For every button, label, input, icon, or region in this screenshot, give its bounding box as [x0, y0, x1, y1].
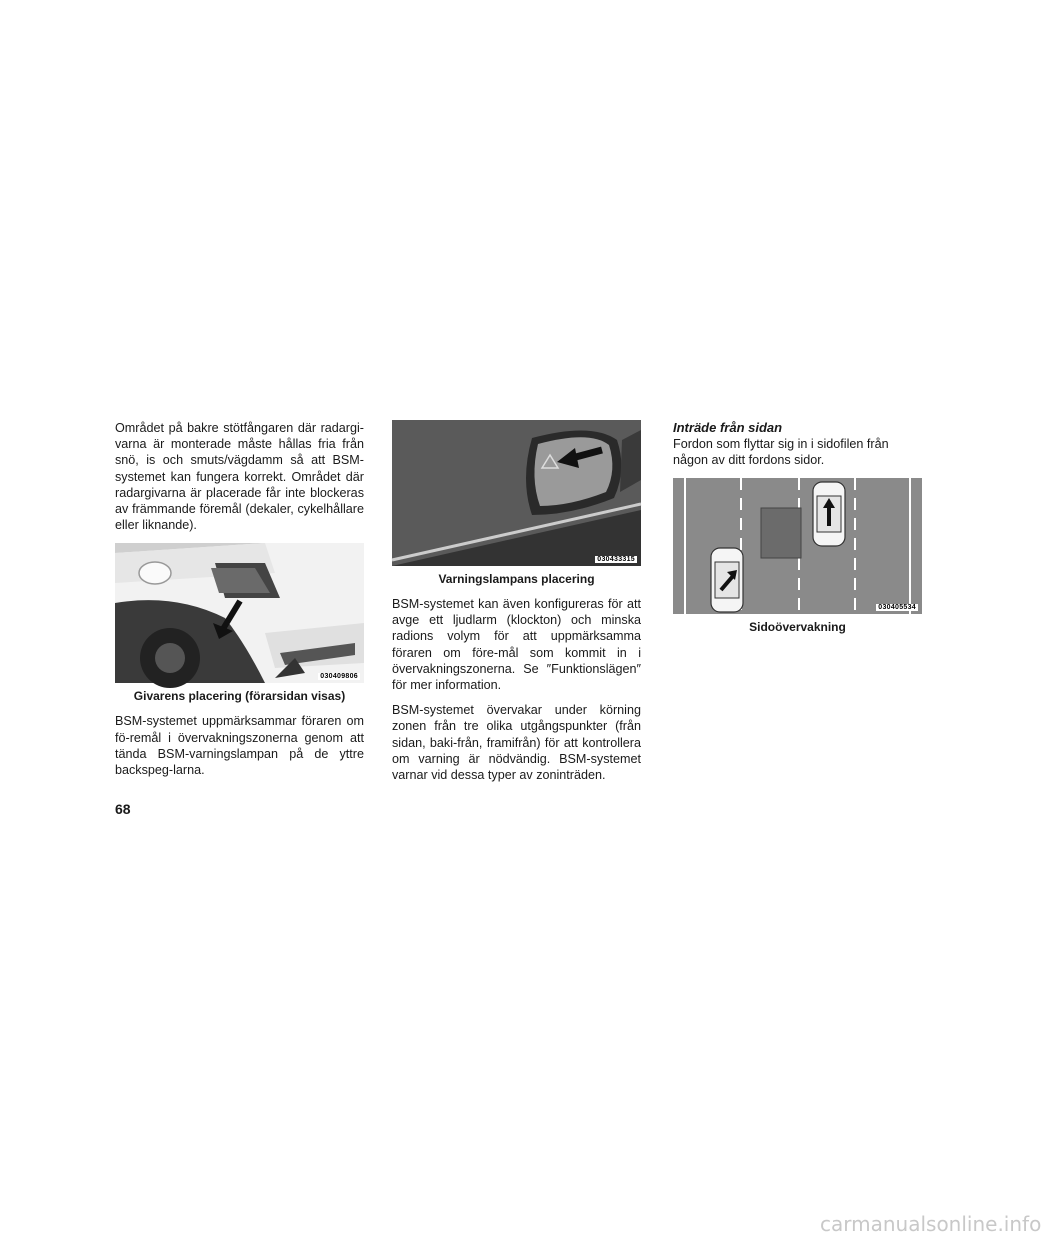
figure-caption: Sidoövervakning	[749, 620, 846, 635]
section-heading: Inträde från sidan	[673, 420, 783, 435]
paragraph: Fordon som flyttar sig in i sidofilen från någon av ditt fordons sidor.	[673, 437, 889, 468]
figure-caption: Givarens placering (förarsidan visas)	[133, 689, 346, 704]
page-number: 68	[115, 801, 131, 817]
figure-code: 030405534	[878, 604, 916, 612]
watermark: carmanualsonline.info	[820, 1212, 1041, 1236]
paragraph: BSM-systemet kan även konfigureras för att avge ett ljudlarm (klockton) och minska radions volym för att uppmärksamma föraren om före-mål som kommit in i övervakningszonerna. Se ″Funktionslägen″ för mer information.	[392, 597, 641, 693]
paragraph: BSM-systemet uppmärksammar föraren om fö-remål i övervakningszonerna genom att tända BSM-varningslampan på de yttre backspeg-larna.	[115, 714, 364, 778]
column-left	[115, 420, 364, 787]
column-right	[673, 420, 922, 644]
sensor-location-figure	[115, 543, 364, 683]
rear-bumper-illustration	[115, 543, 364, 683]
column-middle	[392, 420, 641, 792]
paragraph: Området på bakre stötfångaren där radargi-varna är monterade måste hållas fria från snö, is och smuts/vägdamm så att BSM-systemet kan fungera korrekt. Området där radargivarna är placerade får inte blockeras av främmande föremål (dekaler, cykelhållare eller liknande).	[115, 421, 364, 533]
side-mirror-illustration	[392, 420, 641, 566]
figure-code: 030409806	[320, 673, 358, 681]
side-monitoring-figure	[673, 478, 922, 614]
figure-caption: Varningslampans placering	[438, 572, 595, 586]
warning-light-figure	[392, 420, 641, 566]
lane-diagram	[673, 478, 922, 614]
paragraph: BSM-systemet övervakar under körning zonen från tre olika utgångspunkter (från sidan, baki-från, framifrån) för att kontrollera om varning är nödvändig. BSM-systemet varnar vid dessa typer av zoninträden.	[392, 703, 641, 783]
figure-code: 030433315	[597, 556, 635, 563]
